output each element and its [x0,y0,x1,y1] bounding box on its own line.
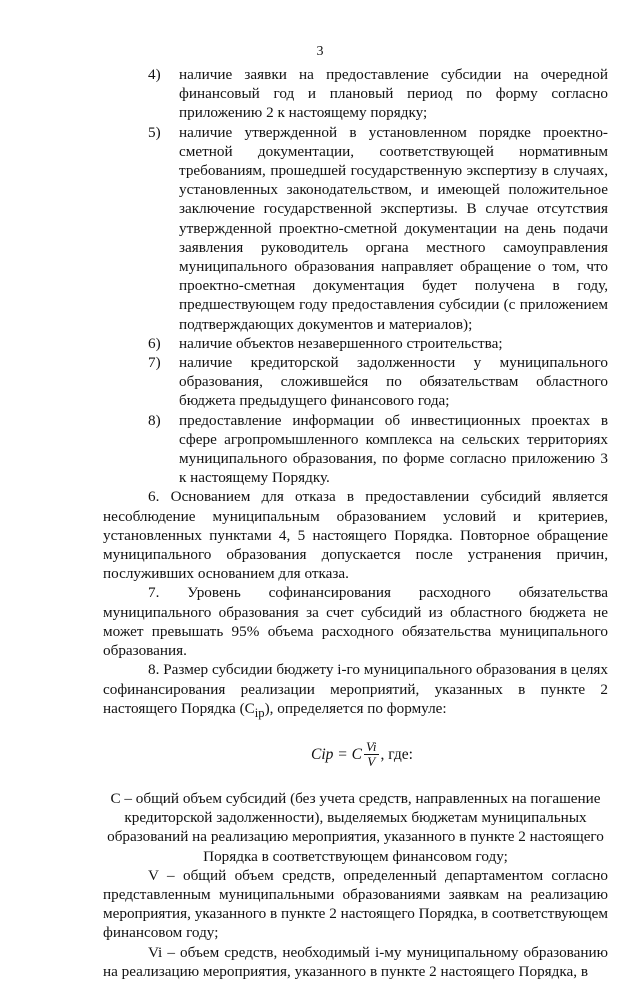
page-number: 3 [316,44,324,59]
item-number: 4) [148,66,161,83]
item-number: 6) [148,334,161,352]
item-text: наличие объектов незавершенного строительства; [179,334,503,352]
list-item-7 [103,353,608,411]
section-6: 6. Основанием для отказа в предоставлении субсидий является несоблюдение муниципальным образованием условий и критериев, установленных пунктами 4, 5 настоящего Порядка. Повторное обращение муниципального образования допускается после устранения причин, послуживших основанием для отказа. [103,488,608,583]
list-item-6 [103,334,608,353]
formula-fraction [364,740,379,769]
definition-v: V – общий объем средств, определенный департаментом согласно представленным муниципальными образованиями заявкам на реализацию мероприятия, указанного в пункте 2 настоящего Порядка, в соответствующем финансовом году; [103,866,608,942]
item-number: 8) [148,411,161,429]
section-8 [103,660,608,723]
list-item-5 [103,123,608,334]
formula-lhs: Cip = C [311,746,362,764]
formula-denominator: V [367,754,376,770]
formula-numerator: Vi [365,739,377,755]
item-text: наличие утвержденной в установленном порядке проектно-сметной документации, соответствующей нормативным требованиям, прошедшей государственную экспертизу в случаях, установленных законодательством, и имеющей положительное заключение государственной экспертизы. В случае отсутствия утвержденной проектно-сметной документации на день подачи заявления руководитель органа местного самоуправления муниципального образования направляет обращение о том, что проектно-сметная документация будет получена в году, предшествующем году предоставления субсидии (с приложением подтверждающих документов и материалов); [179,123,608,333]
section-8-end: ), определяется по формуле: [264,699,447,717]
document-body [103,65,608,981]
section-8-text: 8. Размер субсидии бюджету i-го муниципального образования в целях софинансирования реализации мероприятий, указанных в пункте 2 настоящего Порядка (C [103,661,608,717]
item-text: предоставление информации об инвестиционных проектах в сфере агропромышленного комплекса на сельских территориях муниципального образования, по форме согласно приложению 3 к настоящему Порядку. [179,411,608,487]
list-item-8 [103,411,608,488]
item-number: 7) [148,354,161,372]
definition-c: С – общий объем субсидий (без учета средств, направленных на погашение кредиторской задолженности), выделяемых бюджетам муниципальных образований на реализацию мероприятия, указанного в пункте 2 настоящего Порядка в соответствующем финансовом году; [107,789,604,865]
item-text: наличие заявки на предоставление субсидии на очередной финансовый год и плановый период по форму согласно приложению 2 к настоящему порядку; [179,66,608,122]
item-text: наличие кредиторской задолженности у муниципального образования, сложившейся по обязательствам областного бюджета предыдущего финансового года; [179,354,608,410]
definition-vi: Vi – объем средств, необходимый i-му муниципальному образованию на реализацию мероприятия, указанного в пункте 2 настоящего Порядка, в [103,943,608,980]
section-7: 7. Уровень софинансирования расходного обязательства муниципального образования за счет субсидий из областного бюджета не может превышать 95% объема расходного обязательства муниципального образования. [103,584,608,660]
formula [103,733,608,777]
list-item-4 [103,65,608,123]
section-8-subscript: ip [254,705,265,720]
formula-tail: , где: [380,746,413,764]
item-number: 5) [148,123,161,141]
